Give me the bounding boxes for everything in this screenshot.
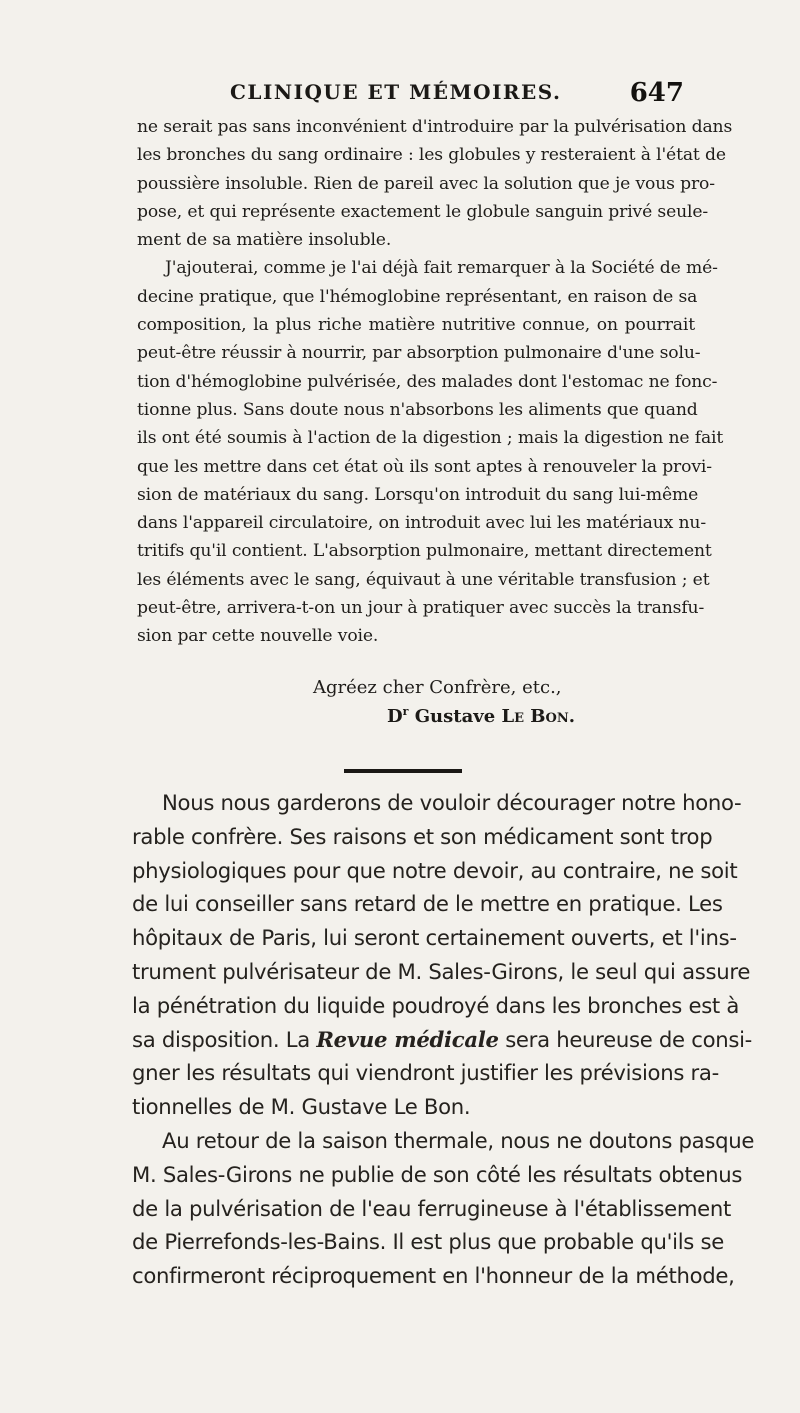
page-number: 647 — [629, 78, 684, 108]
text-line: tionnelles de M. Gustave Le Bon. — [132, 1094, 471, 1120]
text-line: peut-être réussir à nourrir, par absorption pulmonaire d'une solu- — [137, 343, 701, 364]
text-line: rable confrère. Ses raisons et son médicament sont trop — [132, 823, 713, 849]
text-line: ment de sa matière insoluble. — [137, 230, 392, 251]
page-header — [230, 78, 690, 118]
running-title: CLINIQUE ET MÉMOIRES. — [230, 80, 562, 104]
signature-surname: Le Bon. — [501, 706, 575, 727]
text-line-mixed — [132, 1023, 753, 1057]
signature-name: Gustave — [414, 706, 496, 727]
text-line: Nous nous garderons de vouloir décourager notre hono- — [162, 790, 742, 815]
text-line: composition, la plus riche matière nutritive connue, on pourrait — [137, 315, 695, 336]
letter-closing: Agréez cher Confrère, etc., — [313, 677, 562, 698]
text-line: confirmeront réciproquement en l'honneur de la méthode, — [132, 1263, 735, 1289]
text-line: sion par cette nouvelle voie. — [137, 626, 379, 647]
signature-superscript: r — [402, 705, 409, 718]
text-segment: sera heureuse de consi- — [505, 1026, 753, 1052]
letter-signature — [387, 705, 575, 727]
letter-body — [137, 113, 733, 651]
text-line: decine pratique, que l'hémoglobine représentant, en raison de sa — [137, 286, 698, 307]
text-line: J'ajouterai, comme je l'ai déjà fait remarquer à la Société de mé- — [165, 258, 718, 279]
text-line: ne serait pas sans inconvénient d'introduire par la pulvérisation dans — [137, 117, 733, 137]
text-line: hôpitaux de Paris, lui seront certainement ouverts, et l'ins- — [132, 925, 737, 951]
text-line: trument pulvérisateur de M. Sales-Girons, le seul qui assure — [132, 958, 751, 984]
text-line: Au retour de la saison thermale, nous ne doutons pasque — [162, 1127, 755, 1153]
text-line: peut-être, arrivera-t-on un jour à pratiquer avec succès la transfu- — [137, 598, 705, 619]
text-line: les éléments avec le sang, équivaut à une véritable transfusion ; et — [137, 569, 710, 590]
editorial-note — [132, 786, 755, 1293]
text-line: M. Sales-Girons ne publie de son côté les résultats obtenus — [132, 1161, 743, 1187]
text-line: dans l'appareil circulatoire, on introduit avec lui les matériaux nu- — [137, 513, 706, 534]
text-line: de la pulvérisation de l'eau ferrugineuse à l'établissement — [132, 1195, 732, 1221]
text-line: les bronches du sang ordinaire : les globules y resteraient à l'état de — [137, 145, 726, 166]
text-segment: sa disposition. La — [132, 1026, 310, 1052]
text-line: poussière insoluble. Rien de pareil avec la solution que je vous pro- — [137, 173, 715, 194]
text-line: que les mettre dans cet état où ils sont aptes à renouveler la provi- — [137, 456, 712, 477]
text-line: la pénétration du liquide poudroyé dans les bronches est à — [132, 992, 740, 1018]
section-divider — [344, 769, 462, 773]
text-line: sion de matériaux du sang. Lorsqu'on introduit du sang lui-même — [137, 484, 699, 505]
text-line: de Pierrefonds-les-Bains. Il est plus que probable qu'ils se — [132, 1229, 724, 1255]
text-line: tionne plus. Sans doute nous n'absorbons les aliments que quand — [137, 399, 698, 420]
text-line: tion d'hémoglobine pulvérisée, des malades dont l'estomac ne fonc- — [137, 371, 718, 392]
text-line: tritifs qu'il contient. L'absorption pulmonaire, mettant directement — [137, 541, 712, 562]
journal-title: Revue médicale — [316, 1026, 499, 1052]
text-line: physiologiques pour que notre devoir, au contraire, ne soit — [132, 857, 738, 883]
text-line: gner les résultats qui viendront justifier les prévisions ra- — [132, 1060, 719, 1086]
text-line: ils ont été soumis à l'action de la digestion ; mais la digestion ne fait — [137, 428, 724, 449]
signature-prefix: D — [387, 706, 403, 727]
text-line: pose, et qui représente exactement le globule sanguin privé seule- — [137, 201, 709, 222]
text-line: de lui conseiller sans retard de le mettre en pratique. Les — [132, 891, 723, 917]
